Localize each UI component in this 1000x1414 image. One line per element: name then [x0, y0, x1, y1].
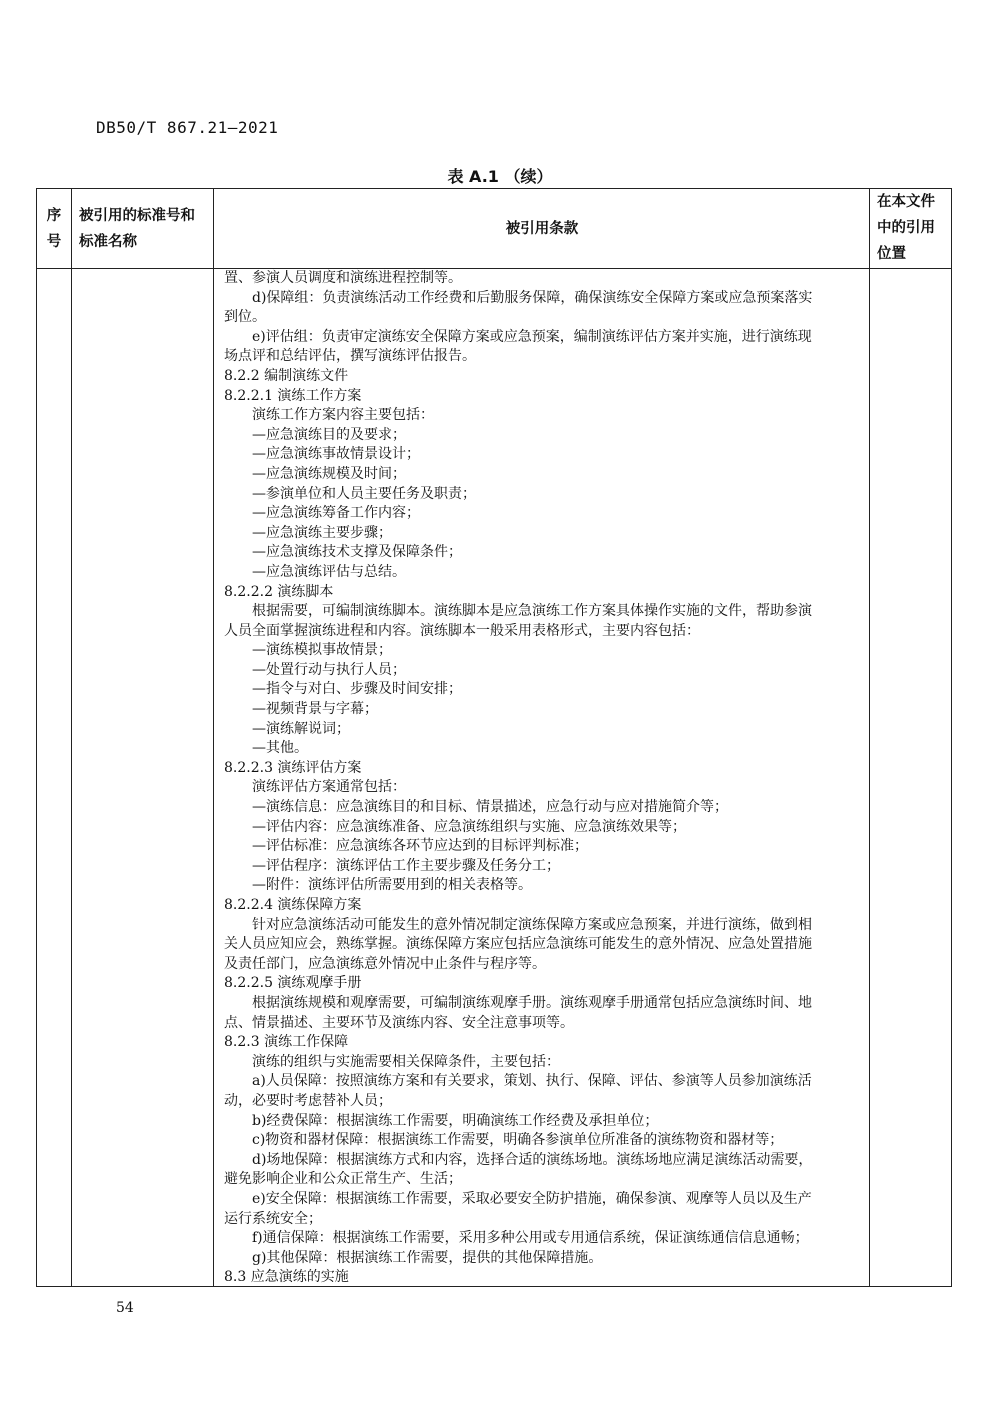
clause-line: 到位。 [224, 309, 266, 326]
clause-line: 8.2.2 编制演练文件 [224, 367, 349, 384]
clause-line: —应急演练规模及时间； [252, 465, 406, 482]
clause-line: —参演单位和人员主要任务及职责； [252, 485, 476, 502]
clause-line: —应急演练主要步骤； [252, 524, 392, 541]
clause-line: —视频背景与字幕； [252, 701, 378, 718]
clause-line: 根据需要，可编制演练脚本。演练脚本是应急演练工作方案具体操作实施的文件，帮助参演 [252, 603, 812, 620]
clause-line: —附件：演练评估所需要用到的相关表格等。 [252, 877, 532, 894]
clause-line: —应急演练目的及要求； [252, 426, 406, 443]
clause-line: 运行系统安全； [224, 1210, 322, 1227]
clause-line: —演练模拟事故情景； [252, 642, 392, 659]
header-location [877, 189, 951, 267]
clause-line: e)评估组：负责审定演练安全保障方案或应急预案，编制演练评估方案并实施，进行演练现 [252, 328, 812, 345]
clause-line: 动，必要时考虑替补人员； [224, 1092, 392, 1109]
clause-line: —评估内容：应急演练准备、应急演练组织与实施、应急演练效果等； [252, 818, 686, 835]
document-id: DB50/T 867.21—2021 [96, 118, 279, 137]
clause-line: —应急演练事故情景设计； [252, 446, 420, 463]
clause-line: 演练工作方案内容主要包括： [252, 407, 434, 424]
clause-line: f)通信保障：根据演练工作需要，采用多种公用或专用通信系统，保证演练通信信息通畅； [252, 1230, 809, 1247]
header-standard-name [79, 203, 213, 255]
column-divider [213, 189, 214, 1286]
clause-line: —演练解说词； [252, 720, 350, 737]
clause-line: a)人员保障：按照演练方案和有关要求，策划、执行、保障、评估、参演等人员参加演练活 [252, 1073, 812, 1090]
clause-line: 根据演练规模和观摩需要，可编制演练观摩手册。演练观摩手册通常包括应急演练时间、地 [252, 994, 812, 1011]
clause-line: 针对应急演练活动可能发生的意外情况制定演练保障方案或应急预案，并进行演练，做到相 [252, 916, 812, 933]
page-number: 54 [116, 1300, 134, 1316]
clause-line: 演练评估方案通常包括： [252, 779, 406, 796]
clause-line: d)保障组：负责演练活动工作经费和后勤服务保障，确保演练安全保障方案或应急预案落实 [252, 289, 813, 306]
clause-line: c)物资和器材保障：根据演练工作需要，明确各参演单位所准备的演练物资和器材等； [252, 1132, 784, 1149]
clause-line: 人员全面掌握演练进程和内容。演练脚本一般采用表格形式，主要内容包括： [224, 622, 700, 639]
clause-line: 8.2.2.5 演练观摩手册 [224, 975, 362, 992]
clause-line: 8.2.2.1 演练工作方案 [224, 387, 362, 404]
clause-line: 8.2.2.4 演练保障方案 [224, 897, 362, 913]
clause-line: b)经费保障：根据演练工作需要，明确演练工作经费及承担单位； [252, 1112, 659, 1129]
table-title: 表 A.1 （续） [447, 167, 553, 186]
header-location-line1: 在本文件 [877, 194, 935, 210]
clause-line: 关人员应知应会，熟练掌握。演练保障方案应包括应急演练可能发生的意外情况、应急处置措施 [224, 936, 812, 953]
clause-line: 点、情景描述、主要环节及演练内容、安全注意事项等。 [224, 1014, 574, 1031]
header-clause: 被引用条款 [505, 221, 579, 237]
header-location-line2: 中的引用 [877, 220, 935, 236]
clause-line: —处置行动与执行人员； [252, 661, 406, 678]
clause-line: —演练信息：应急演练目的和目标、情景描述，应急行动与应对措施简介等； [252, 799, 728, 816]
clause-line: 8.3 应急演练的实施 [224, 1269, 349, 1286]
clause-line: —评估标准：应急演练各环节应达到的目标评判标准； [252, 838, 588, 855]
header-standard-line2: 标准名称 [79, 234, 137, 250]
header-location-line3: 位置 [877, 246, 906, 262]
clause-line: e)安全保障：根据演练工作需要，采取必要安全防护措施，确保参演、观摩等人员以及生产 [252, 1190, 812, 1207]
clause-line: —应急演练评估与总结。 [252, 563, 406, 580]
clause-line: 8.2.2.3 演练评估方案 [224, 759, 362, 776]
clause-line: 8.2.2.2 演练脚本 [224, 583, 334, 600]
header-seq: 序号 [46, 208, 62, 250]
header-standard-line1: 被引用的标准号和 [79, 208, 195, 224]
clause-line: —评估程序：演练评估工作主要步骤及任务分工； [252, 857, 560, 874]
clause-line: —其他。 [252, 740, 308, 757]
clause-text [224, 269, 872, 1288]
clause-line: 演练的组织与实施需要相关保障条件，主要包括： [252, 1053, 560, 1070]
clause-line: —应急演练技术支撑及保障条件； [252, 544, 462, 561]
column-divider [71, 189, 72, 1286]
clause-line: 及责任部门，应急演练意外情况中止条件与程序等。 [224, 955, 546, 972]
clause-line: g)其他保障：根据演练工作需要，提供的其他保障措施。 [252, 1249, 603, 1266]
clause-line: 8.2.3 演练工作保障 [224, 1034, 349, 1051]
clause-line: —指令与对白、步骤及时间安排； [252, 681, 462, 698]
clause-line: 避免影响企业和公众正常生产、生活； [224, 1171, 462, 1188]
reference-table [36, 188, 952, 1287]
clause-line: d)场地保障：根据演练方式和内容，选择合适的演练场地。演练场地应满足演练活动需要， [252, 1151, 813, 1168]
clause-line: —应急演练筹备工作内容； [252, 505, 420, 522]
clause-line: 置、参演人员调度和演练进程控制等。 [224, 270, 462, 286]
clause-line: 场点评和总结评估，撰写演练评估报告。 [224, 348, 476, 365]
